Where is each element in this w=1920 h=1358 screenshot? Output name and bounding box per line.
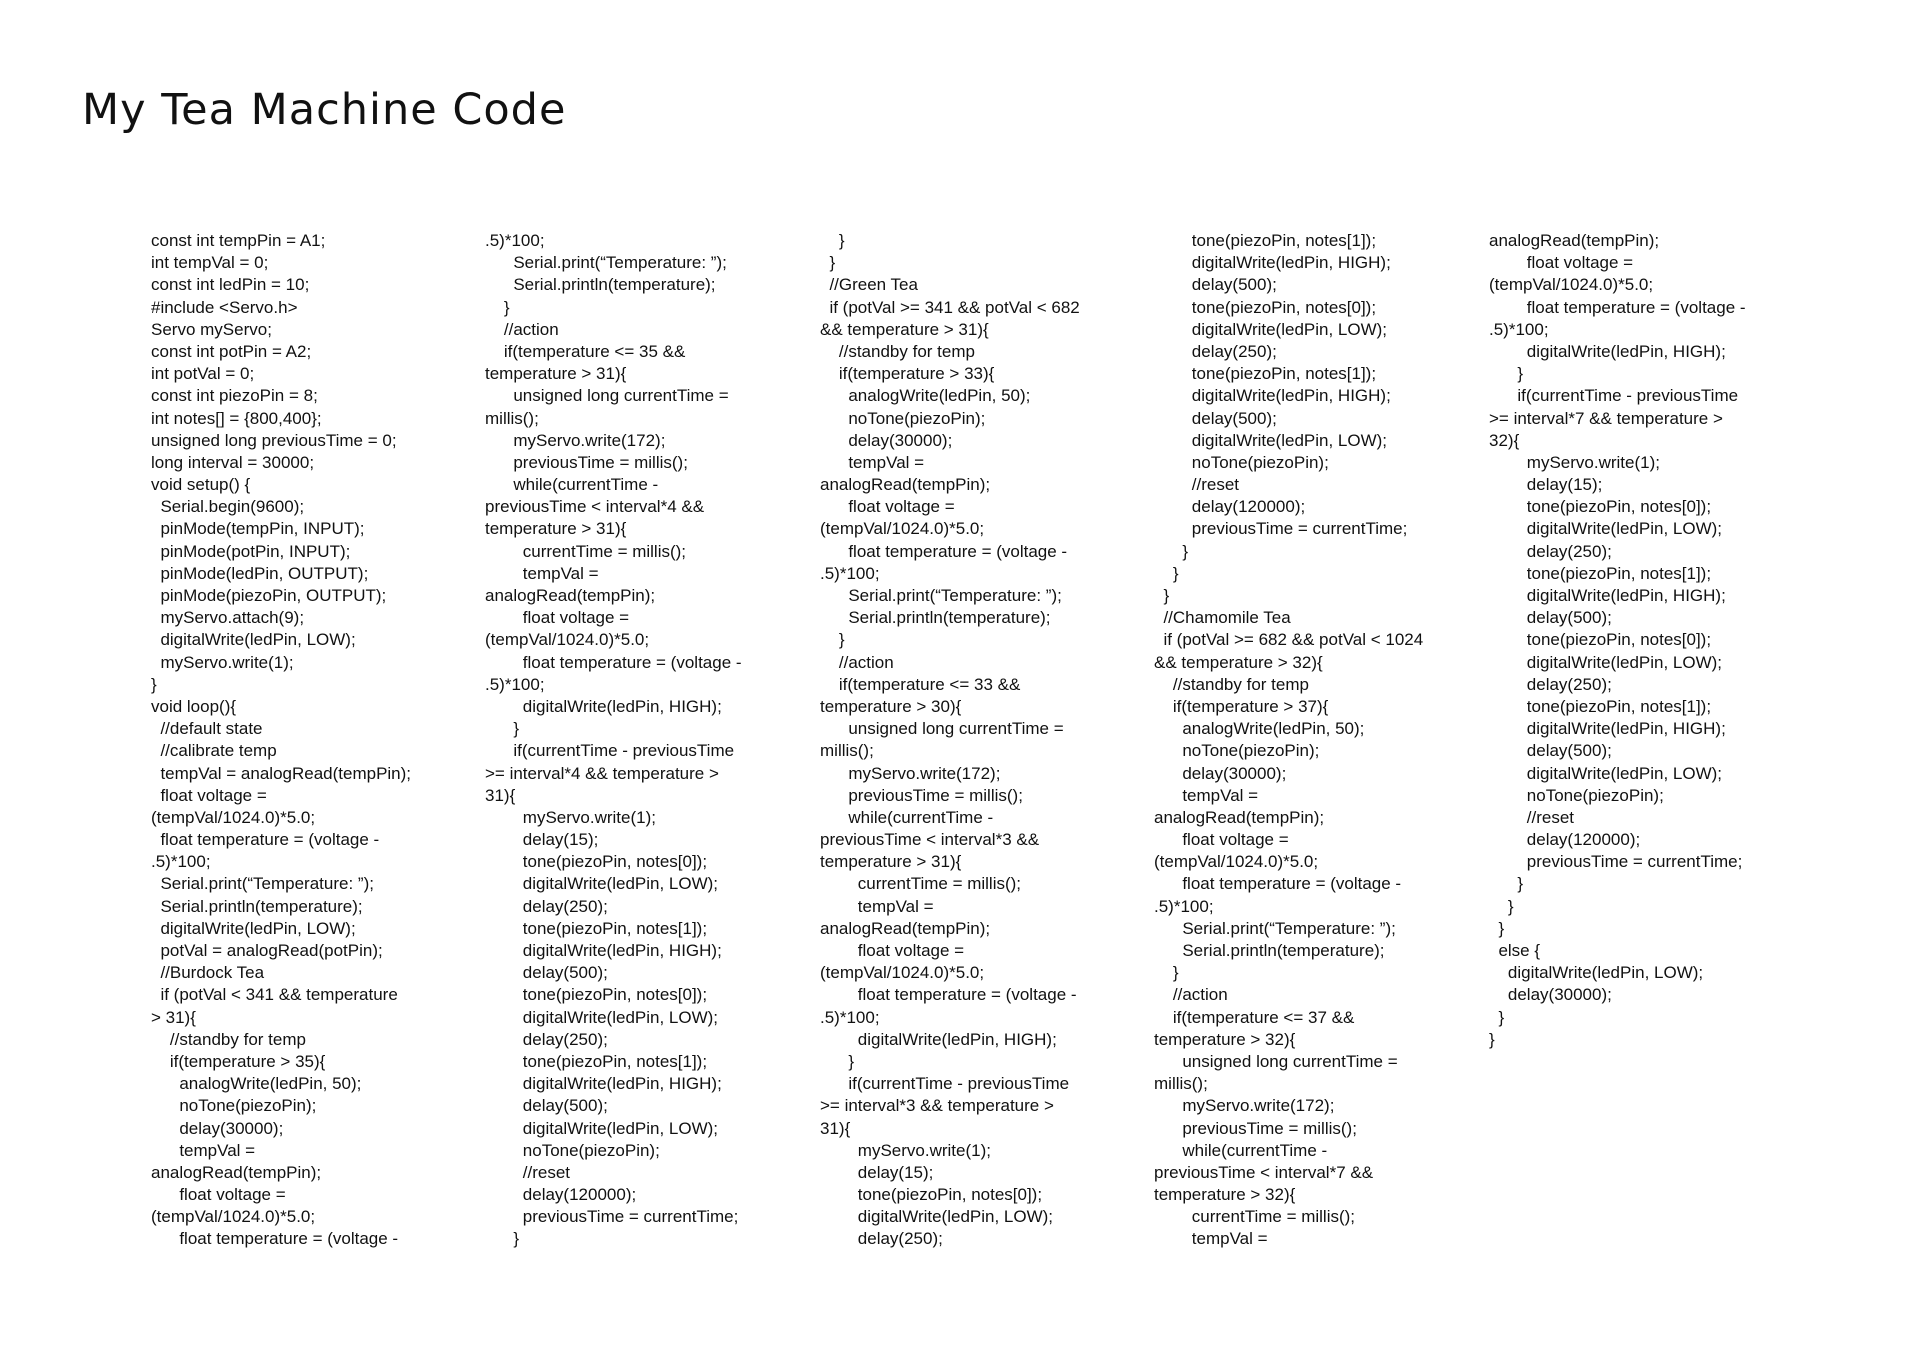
code-line: myServo.write(172); — [1154, 1096, 1335, 1116]
code-line: tempVal = — [151, 1140, 256, 1160]
code-line: .5)*100; — [151, 852, 211, 872]
code-line: 31){ — [820, 1118, 851, 1138]
code-line: pinMode(potPin, INPUT); — [151, 541, 351, 561]
code-line: digitalWrite(ledPin, LOW); — [485, 874, 719, 894]
code-line: float temperature = (voltage - — [485, 652, 742, 672]
code-line: digitalWrite(ledPin, HIGH); — [820, 1029, 1057, 1049]
code-line: (tempVal/1024.0)*5.0; — [820, 519, 985, 539]
code-line: //standby for temp — [820, 341, 975, 361]
code-line: //Chamomile Tea — [1154, 608, 1291, 628]
code-line: delay(30000); — [1154, 763, 1287, 783]
code-line: } — [820, 231, 845, 250]
code-line: tone(piezoPin, notes[0]); — [485, 985, 708, 1005]
code-line: tempVal = — [820, 896, 934, 916]
code-line: delay(250); — [1154, 341, 1277, 361]
code-line: unsigned long currentTime = — [485, 386, 729, 406]
code-line: digitalWrite(ledPin, LOW); — [485, 1118, 719, 1138]
code-line: && temperature > 31){ — [820, 319, 989, 339]
code-line: delay(500); — [1154, 408, 1277, 428]
code-line: analogWrite(ledPin, 50); — [1154, 719, 1365, 739]
code-line: //action — [1154, 985, 1228, 1005]
code-line: myServo.write(1); — [820, 1140, 991, 1160]
code-line: digitalWrite(ledPin, LOW); — [1489, 519, 1723, 539]
code-line: digitalWrite(ledPin, HIGH); — [485, 941, 722, 960]
code-line: pinMode(ledPin, OUTPUT); — [151, 563, 369, 583]
code-line: int tempVal = 0; — [151, 253, 269, 273]
code-line: } — [1154, 963, 1179, 983]
code-line: analogWrite(ledPin, 50); — [820, 386, 1031, 406]
code-line: else { — [1489, 941, 1541, 960]
code-line: (tempVal/1024.0)*5.0; — [151, 1207, 316, 1227]
code-line: noTone(piezoPin); — [151, 1096, 317, 1116]
code-line: analogRead(tempPin); — [820, 475, 991, 495]
code-line: //calibrate temp — [151, 741, 277, 761]
code-line: float temperature = (voltage - — [820, 541, 1068, 561]
code-line: #include <Servo.h> — [151, 297, 298, 317]
code-line: float voltage = — [151, 785, 267, 805]
code-line: long interval = 30000; — [151, 452, 315, 472]
code-line: } — [820, 1051, 855, 1071]
code-line: } — [1489, 896, 1514, 916]
code-line: .5)*100; — [485, 231, 545, 250]
code-line: const int tempPin = A1; — [151, 231, 326, 250]
code-line: Serial.println(temperature); — [485, 275, 716, 295]
code-line: delay(250); — [485, 1029, 608, 1049]
code-line: delay(30000); — [151, 1118, 284, 1138]
code-line: if(currentTime - previousTime — [1489, 386, 1739, 406]
code-line: analogRead(tempPin); — [1154, 807, 1325, 827]
code-line: tone(piezoPin, notes[0]); — [485, 852, 708, 872]
code-column-1 — [151, 230, 441, 1251]
code-line: //Burdock Tea — [151, 963, 265, 983]
code-line: digitalWrite(ledPin, LOW); — [151, 918, 356, 938]
code-line: Serial.println(temperature); — [1154, 941, 1385, 960]
code-line: } — [820, 630, 845, 650]
code-line: //reset — [1154, 475, 1240, 495]
code-line: tempVal = — [820, 452, 925, 472]
code-line: noTone(piezoPin); — [1154, 741, 1320, 761]
code-line: tone(piezoPin, notes[1]); — [1489, 696, 1712, 716]
code-line: if(temperature > 37){ — [1154, 696, 1329, 716]
code-line: while(currentTime - — [820, 807, 994, 827]
code-line: digitalWrite(ledPin, HIGH); — [1154, 253, 1391, 273]
code-line: delay(15); — [1489, 475, 1603, 495]
code-line: while(currentTime - — [1154, 1140, 1328, 1160]
code-line: float voltage = — [1489, 253, 1634, 273]
code-line: currentTime = millis(); — [1154, 1207, 1356, 1227]
code-line: temperature > 30){ — [820, 696, 962, 716]
code-line: delay(250); — [1489, 541, 1612, 561]
code-line: //action — [485, 319, 559, 339]
code-line: if(currentTime - previousTime — [820, 1074, 1070, 1094]
code-line: if(currentTime - previousTime — [485, 741, 735, 761]
code-line: float temperature = (voltage - — [151, 1229, 399, 1249]
code-line: //reset — [485, 1162, 571, 1182]
code-line: myServo.write(1); — [485, 807, 656, 827]
code-line: delay(120000); — [485, 1185, 637, 1205]
code-line: delay(500); — [1489, 608, 1612, 628]
code-line: myServo.write(172); — [485, 430, 666, 450]
code-line: .5)*100; — [1489, 319, 1549, 339]
code-line: tempVal = — [1154, 1229, 1268, 1249]
code-line: if (potVal >= 682 && potVal < 1024 — [1154, 630, 1424, 650]
code-line: unsigned long previousTime = 0; — [151, 430, 397, 450]
code-line: previousTime < interval*7 && — [1154, 1162, 1374, 1182]
code-line: //action — [820, 652, 894, 672]
code-line: noTone(piezoPin); — [485, 1140, 660, 1160]
code-line: void loop(){ — [151, 696, 237, 716]
code-line: unsigned long currentTime = — [1154, 1051, 1398, 1071]
code-line: tempVal = analogRead(tempPin); — [151, 763, 412, 783]
code-line: millis(); — [1154, 1074, 1208, 1094]
code-line: } — [1489, 874, 1524, 894]
code-line: (tempVal/1024.0)*5.0; — [820, 963, 985, 983]
code-line: myServo.write(1); — [1489, 452, 1660, 472]
code-line: digitalWrite(ledPin, LOW); — [820, 1207, 1054, 1227]
code-line: } — [1154, 541, 1189, 561]
code-line: delay(30000); — [820, 430, 953, 450]
code-line: Servo myServo; — [151, 319, 272, 339]
code-column-3 — [820, 230, 1110, 1251]
code-line: Serial.println(temperature); — [151, 896, 363, 916]
code-line: (tempVal/1024.0)*5.0; — [1489, 275, 1654, 295]
code-line: delay(250); — [1489, 674, 1612, 694]
code-line: float temperature = (voltage - — [151, 830, 380, 850]
code-line: tone(piezoPin, notes[0]); — [1489, 497, 1712, 517]
code-line: //Green Tea — [820, 275, 918, 295]
code-line: delay(120000); — [1154, 497, 1306, 517]
code-line: digitalWrite(ledPin, HIGH); — [1489, 586, 1726, 605]
code-line: tempVal = — [1154, 785, 1259, 805]
code-line: if (potVal < 341 && temperature — [151, 985, 398, 1005]
code-column-5 — [1489, 230, 1779, 1051]
code-line: } — [485, 1229, 520, 1249]
code-line: } — [1489, 1007, 1505, 1027]
code-line: float voltage = — [151, 1185, 286, 1205]
code-line: >= interval*7 && temperature > — [1489, 408, 1723, 428]
code-line: temperature > 32){ — [1154, 1029, 1296, 1049]
code-line: //reset — [1489, 807, 1575, 827]
code-line: Serial.print(“Temperature: ”); — [485, 253, 727, 273]
code-line: } — [485, 719, 520, 739]
code-line: currentTime = millis(); — [820, 874, 1022, 894]
code-line: tone(piezoPin, notes[0]); — [1489, 630, 1712, 650]
code-line: previousTime = millis(); — [1154, 1118, 1357, 1138]
code-line: void setup() { — [151, 475, 251, 495]
code-line: digitalWrite(ledPin, LOW); — [485, 1007, 719, 1027]
code-line: //standby for temp — [1154, 674, 1309, 694]
code-line: .5)*100; — [820, 1007, 880, 1027]
code-line: tone(piezoPin, notes[0]); — [1154, 297, 1377, 317]
code-line: tone(piezoPin, notes[0]); — [820, 1185, 1043, 1205]
code-line: digitalWrite(ledPin, HIGH); — [485, 1074, 722, 1094]
code-line: previousTime = currentTime; — [1154, 519, 1408, 539]
code-line: float voltage = — [820, 941, 965, 960]
code-line: } — [485, 297, 510, 317]
code-line: 32){ — [1489, 430, 1520, 450]
code-line: if(temperature <= 35 && — [485, 341, 686, 361]
code-line: myServo.write(172); — [820, 763, 1001, 783]
code-line: } — [820, 253, 836, 273]
code-line: const int ledPin = 10; — [151, 275, 310, 295]
code-line: millis(); — [485, 408, 539, 428]
code-line: } — [1489, 918, 1505, 938]
code-line: (tempVal/1024.0)*5.0; — [151, 807, 316, 827]
code-line: previousTime = currentTime; — [485, 1207, 739, 1227]
code-line: noTone(piezoPin); — [1489, 785, 1664, 805]
code-line: float temperature = (voltage - — [1489, 297, 1746, 317]
code-line: } — [1489, 364, 1524, 384]
code-line: >= interval*3 && temperature > — [820, 1096, 1054, 1116]
code-line: digitalWrite(ledPin, LOW); — [1489, 652, 1723, 672]
code-line: float voltage = — [1154, 830, 1289, 850]
code-line: float voltage = — [820, 497, 955, 517]
code-line: currentTime = millis(); — [485, 541, 687, 561]
code-line: tempVal = — [485, 563, 599, 583]
code-line: analogRead(tempPin); — [485, 586, 656, 605]
code-line: millis(); — [820, 741, 874, 761]
page-title: My Tea Machine Code — [82, 85, 567, 135]
code-line: if(temperature > 33){ — [820, 364, 995, 384]
code-line: tone(piezoPin, notes[1]); — [1154, 364, 1377, 384]
code-line: Serial.print(“Temperature: ”); — [820, 586, 1062, 605]
code-line: analogRead(tempPin); — [151, 1162, 322, 1182]
code-line: delay(500); — [485, 1096, 608, 1116]
code-line: if(temperature > 35){ — [151, 1051, 326, 1071]
code-line: } — [1489, 1029, 1495, 1049]
code-line: analogWrite(ledPin, 50); — [151, 1074, 362, 1094]
code-line: .5)*100; — [820, 563, 880, 583]
code-line: delay(250); — [485, 896, 608, 916]
code-line: if (potVal >= 341 && potVal < 682 — [820, 297, 1080, 317]
code-line: digitalWrite(ledPin, LOW); — [151, 630, 356, 650]
code-line: //standby for temp — [151, 1029, 306, 1049]
code-line: pinMode(tempPin, INPUT); — [151, 519, 365, 539]
code-line: temperature > 32){ — [1154, 1185, 1296, 1205]
code-line: delay(250); — [820, 1229, 943, 1249]
code-line: pinMode(piezoPin, OUTPUT); — [151, 586, 387, 605]
code-line: previousTime = currentTime; — [1489, 852, 1743, 872]
code-line: delay(500); — [1489, 741, 1612, 761]
code-line: previousTime < interval*3 && — [820, 830, 1040, 850]
code-line: >= interval*4 && temperature > — [485, 763, 719, 783]
code-line: digitalWrite(ledPin, LOW); — [1489, 763, 1723, 783]
code-line: Serial.begin(9600); — [151, 497, 305, 517]
code-line: noTone(piezoPin); — [1154, 452, 1329, 472]
code-line: myServo.attach(9); — [151, 608, 305, 628]
code-line: float voltage = — [485, 608, 630, 628]
code-line: digitalWrite(ledPin, LOW); — [1154, 430, 1388, 450]
code-line: digitalWrite(ledPin, LOW); — [1489, 963, 1704, 983]
code-line: if(temperature <= 37 && — [1154, 1007, 1355, 1027]
code-line: delay(500); — [485, 963, 608, 983]
code-line: > 31){ — [151, 1007, 196, 1027]
code-line: previousTime = millis(); — [820, 785, 1023, 805]
code-line: tone(piezoPin, notes[1]); — [1154, 231, 1377, 250]
code-line: while(currentTime - — [485, 475, 659, 495]
code-line: temperature > 31){ — [485, 519, 627, 539]
code-line: if(temperature <= 33 && — [820, 674, 1021, 694]
code-line: } — [1154, 563, 1179, 583]
code-line: delay(15); — [485, 830, 599, 850]
code-line: Serial.print(“Temperature: ”); — [151, 874, 374, 894]
code-line: digitalWrite(ledPin, HIGH); — [485, 696, 722, 716]
code-line: digitalWrite(ledPin, HIGH); — [1154, 386, 1391, 406]
code-line: //default state — [151, 719, 263, 739]
code-line: tone(piezoPin, notes[1]); — [485, 918, 708, 938]
code-line: digitalWrite(ledPin, HIGH); — [1489, 719, 1726, 739]
code-line: } — [1154, 586, 1170, 605]
code-line: noTone(piezoPin); — [820, 408, 986, 428]
code-line: tone(piezoPin, notes[1]); — [485, 1051, 708, 1071]
code-line: float temperature = (voltage - — [1154, 874, 1402, 894]
code-line: delay(15); — [820, 1162, 934, 1182]
code-line: (tempVal/1024.0)*5.0; — [1154, 852, 1319, 872]
code-line: digitalWrite(ledPin, LOW); — [1154, 319, 1388, 339]
code-line: Serial.print(“Temperature: ”); — [1154, 918, 1396, 938]
code-line: const int piezoPin = 8; — [151, 386, 318, 406]
code-line: .5)*100; — [1154, 896, 1214, 916]
code-line: digitalWrite(ledPin, HIGH); — [1489, 341, 1726, 361]
code-line: potVal = analogRead(potPin); — [151, 941, 383, 960]
code-line: } — [151, 674, 157, 694]
code-line: temperature > 31){ — [820, 852, 962, 872]
code-line: const int potPin = A2; — [151, 341, 312, 361]
code-line: analogRead(tempPin); — [820, 918, 991, 938]
code-line: 31){ — [485, 785, 516, 805]
code-line: delay(30000); — [1489, 985, 1612, 1005]
code-line: .5)*100; — [485, 674, 545, 694]
code-line: delay(500); — [1154, 275, 1277, 295]
code-line: analogRead(tempPin); — [1489, 231, 1660, 250]
code-line: Serial.println(temperature); — [820, 608, 1051, 628]
code-line: (tempVal/1024.0)*5.0; — [485, 630, 650, 650]
code-line: delay(120000); — [1489, 830, 1641, 850]
code-line: int notes[] = {800,400}; — [151, 408, 322, 428]
code-line: myServo.write(1); — [151, 652, 294, 672]
code-line: float temperature = (voltage - — [820, 985, 1077, 1005]
code-line: previousTime = millis(); — [485, 452, 688, 472]
code-line: tone(piezoPin, notes[1]); — [1489, 563, 1712, 583]
code-column-2 — [485, 230, 775, 1251]
code-line: temperature > 31){ — [485, 364, 627, 384]
code-column-4 — [1154, 230, 1444, 1251]
code-line: unsigned long currentTime = — [820, 719, 1064, 739]
code-line: int potVal = 0; — [151, 364, 255, 384]
code-line: previousTime < interval*4 && — [485, 497, 705, 517]
code-line: && temperature > 32){ — [1154, 652, 1323, 672]
